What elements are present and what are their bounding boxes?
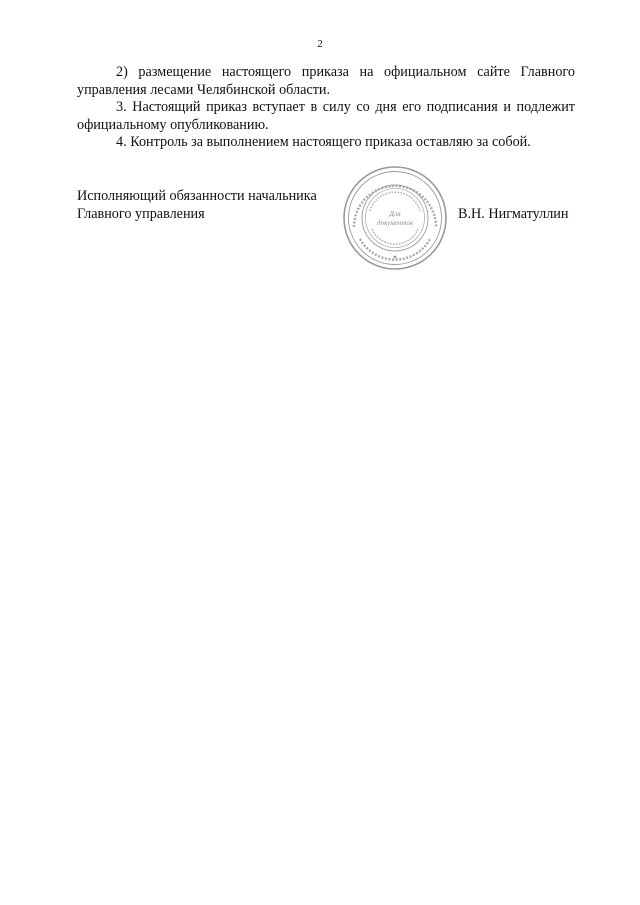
page-number: 2 [317,38,323,50]
paragraph-publication: 2) размещение настоящего приказа на официальном сайте Главного управления лесами Челябинской области. [77,64,575,98]
paragraph-control: 4. Контроль за выполнением настоящего приказа оставляю за собой. [116,134,531,150]
seal-center-line2: документов [377,219,413,227]
paragraph-effective-date: 3. Настоящий приказ вступает в силу со дня его подписания и подлежит официальному опубликованию. [77,99,575,133]
signatory-title: Исполняющий обязанности начальника Главного управления [77,188,317,222]
official-seal [342,165,448,271]
signatory-name: В.Н. Нигматуллин [458,206,569,222]
seal-center-line1: Для [389,209,401,218]
